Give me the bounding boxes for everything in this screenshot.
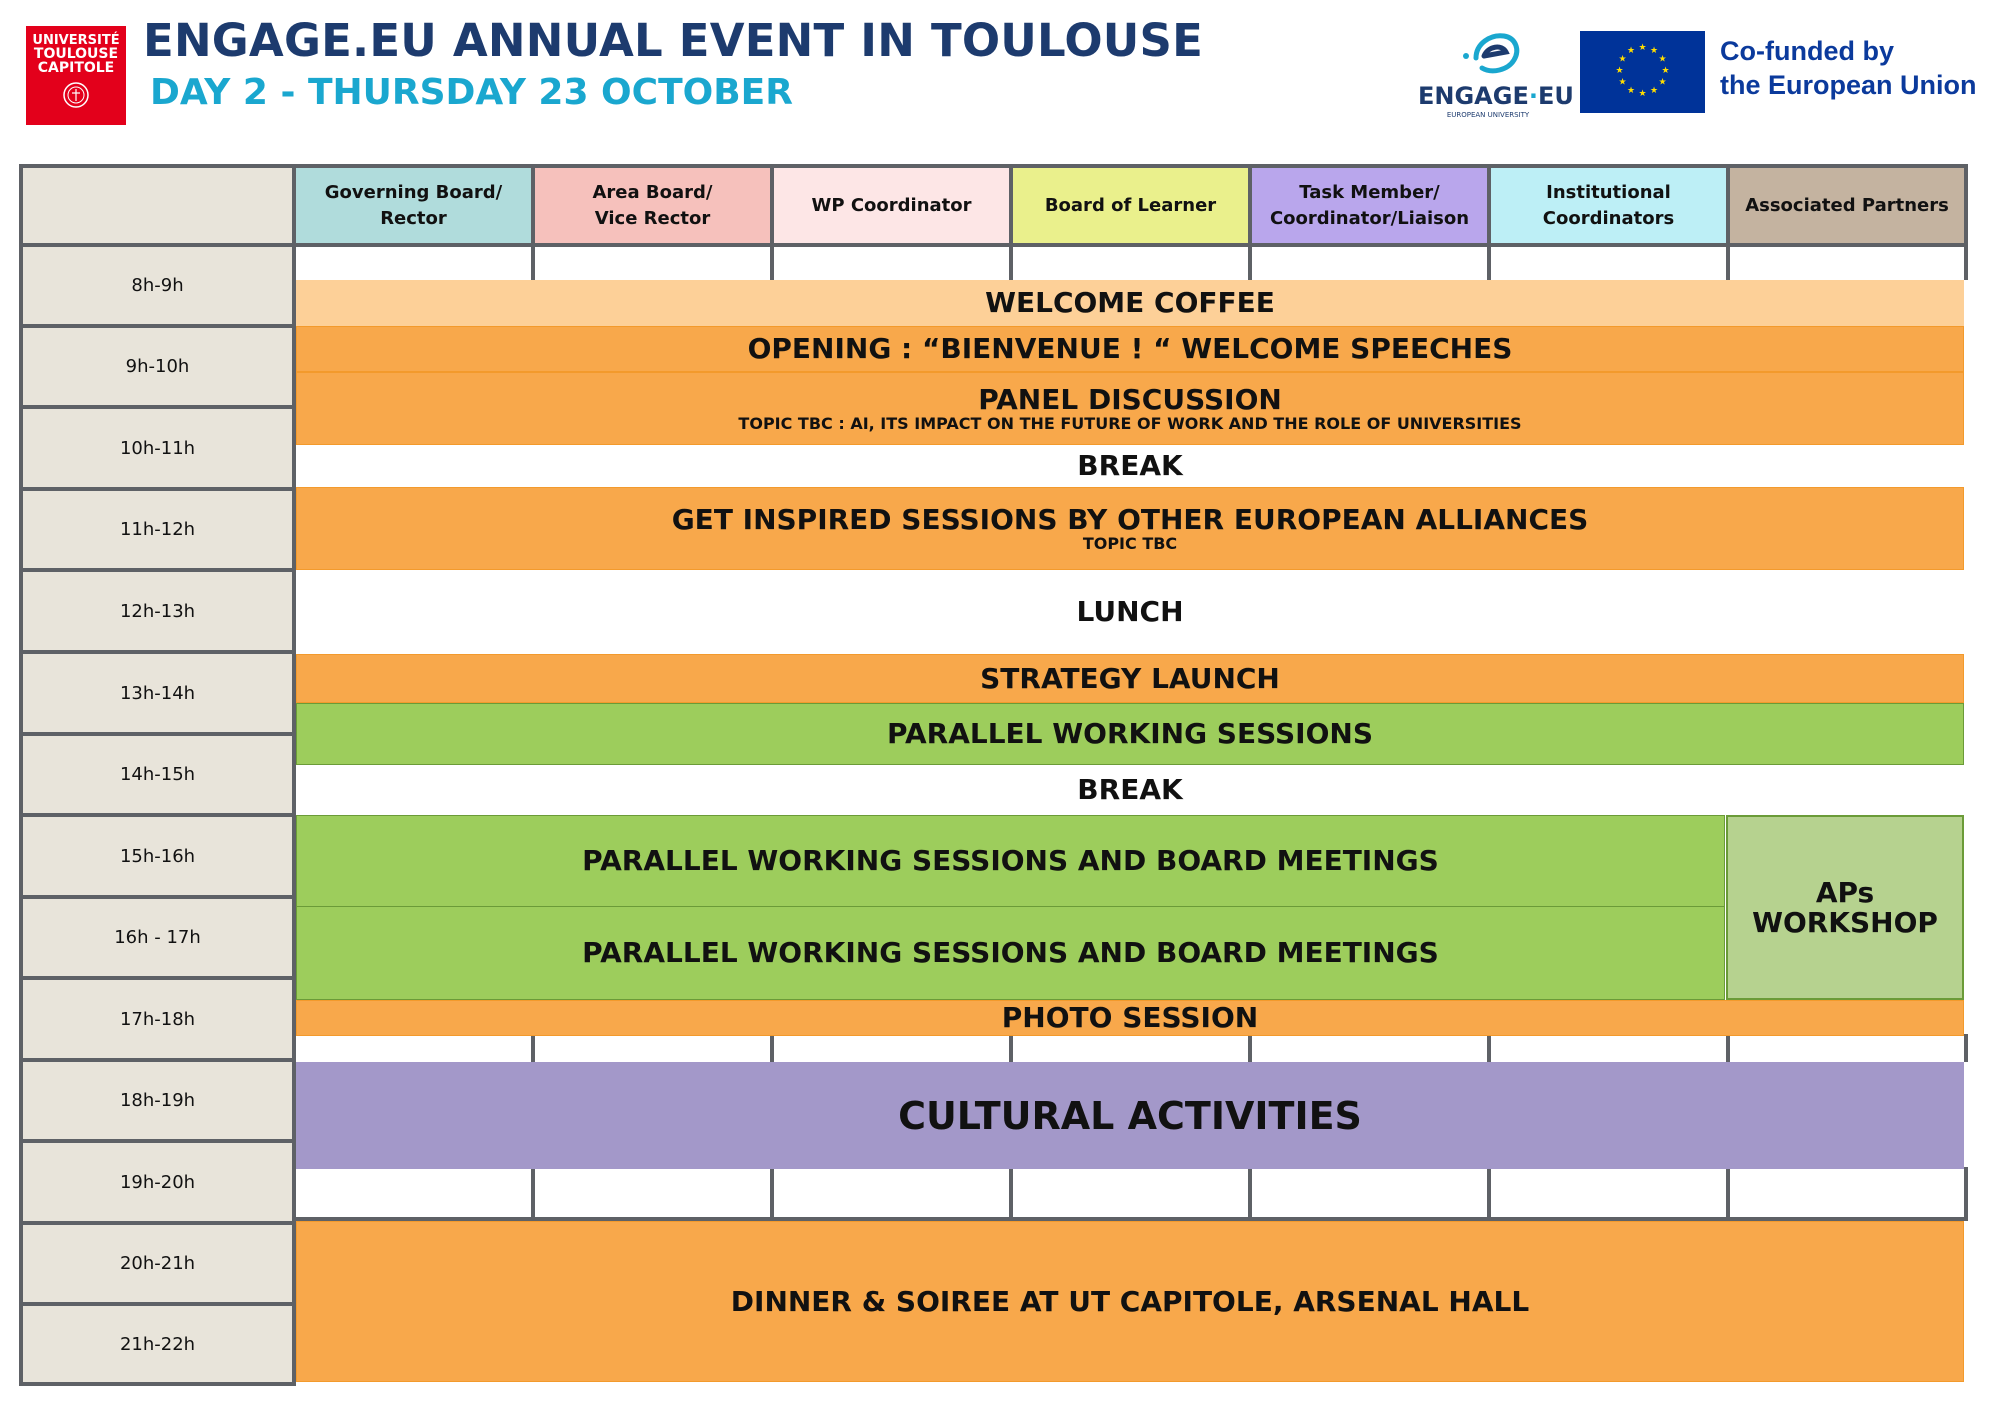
event-parallel-board-2: [296, 906, 1725, 1000]
grid-line: [19, 1302, 296, 1306]
grid-line: [19, 1382, 296, 1386]
grid-line: [1726, 1167, 1730, 1219]
event-parallel-board-1: [296, 815, 1725, 907]
event-title: PANEL DISCUSSION: [978, 382, 1282, 416]
time-slot: 14h-15h: [23, 736, 292, 813]
ut-logo-line3: CAPITOLE: [37, 60, 115, 76]
page-subtitle: DAY 2 - THURSDAY 23 OCTOBER: [150, 72, 793, 113]
corner-cell: [23, 168, 292, 243]
column-header-line: Institutional: [1546, 181, 1671, 203]
event-title: STRATEGY LAUNCH: [980, 661, 1280, 695]
grid-line: [19, 1221, 296, 1225]
event-parallel-sessions: [296, 703, 1964, 765]
time-slot: 9h-10h: [23, 328, 292, 405]
event-strategy-launch: [296, 654, 1964, 703]
time-slot: 17h-18h: [23, 980, 292, 1058]
grid-line: [531, 1034, 535, 1062]
column-board-of-learner: [1013, 168, 1248, 243]
engage-eu-wordmark: ENGAGE·EU: [1418, 82, 1574, 110]
column-governing-board: [296, 168, 531, 243]
grid-line: [19, 1058, 296, 1062]
grid-line: [19, 487, 296, 491]
time-slot: 20h-21h: [23, 1225, 292, 1302]
event-title: DINNER & SOIREE AT UT CAPITOLE, ARSENAL HALL: [730, 1284, 1530, 1318]
svg-text:★: ★: [1658, 54, 1667, 65]
event-title: WELCOME COFFEE: [985, 286, 1275, 319]
event-opening: [296, 326, 1964, 372]
eu-cofunded-line2: the European Union: [1720, 70, 1977, 100]
column-area-board: [535, 168, 770, 243]
event-dinner: [296, 1221, 1964, 1382]
event-title: APs: [1815, 875, 1875, 909]
time-slot: 16h - 17h: [23, 899, 292, 976]
grid-line: [1248, 1167, 1252, 1219]
svg-text:★: ★: [1638, 89, 1647, 99]
grid-line: [531, 164, 535, 280]
grid-line: [770, 1034, 774, 1062]
engage-eu-tagline: EUROPEAN UNIVERSITY: [1446, 111, 1530, 119]
time-slot: 8h-9h: [23, 247, 292, 324]
svg-text:★: ★: [1626, 86, 1636, 96]
svg-text:★: ★: [1658, 77, 1667, 88]
time-slot: 10h-11h: [23, 409, 292, 487]
column-header-line: Board of Learner: [1044, 194, 1217, 216]
grid-line: [1964, 1034, 1968, 1062]
grid-line: [1964, 1167, 1968, 1219]
svg-text:★: ★: [1618, 54, 1627, 65]
event-title: OPENING : “BIENVENUE ! “ WELCOME SPEECHES: [747, 332, 1513, 365]
column-header-line: Coordinators: [1542, 207, 1675, 229]
time-slot: 13h-14h: [23, 654, 292, 732]
event-title: WORKSHOP: [1752, 905, 1938, 939]
grid-line: [1726, 164, 1730, 280]
event-break-afternoon: [296, 765, 1964, 815]
event-cultural-activities: [296, 1062, 1964, 1169]
event-title: PHOTO SESSION: [1001, 1001, 1259, 1034]
event-title: PARALLEL WORKING SESSIONS AND BOARD MEETINGS: [582, 936, 1439, 969]
column-associated-partners: [1730, 168, 1964, 243]
grid-line: [19, 813, 296, 817]
svg-text:★: ★: [1661, 66, 1670, 76]
time-slot: 15h-16h: [23, 817, 292, 895]
grid-line: [1964, 164, 1968, 280]
event-welcome-coffee: [296, 280, 1964, 326]
svg-text:★: ★: [1626, 46, 1636, 56]
time-slot: 19h-20h: [23, 1143, 292, 1221]
eu-cofunded-line1: Co-funded by: [1720, 36, 1894, 66]
grid-line: [19, 324, 296, 328]
grid-line: [770, 1167, 774, 1219]
grid-line: [1726, 1034, 1730, 1062]
grid-line: [1248, 164, 1252, 280]
column-header-line: WP Coordinator: [811, 194, 972, 216]
grid-line: [19, 1139, 296, 1143]
svg-text:★: ★: [1649, 46, 1659, 56]
column-institutional-coordinators: [1491, 168, 1726, 243]
column-header-line: Associated Partners: [1745, 194, 1949, 216]
event-title: GET INSPIRED SESSIONS BY OTHER EUROPEAN ALLIANCES: [671, 502, 1589, 536]
event-panel-discussion: [296, 372, 1964, 445]
time-slot: 21h-22h: [23, 1306, 292, 1382]
event-title: PARALLEL WORKING SESSIONS AND BOARD MEETINGS: [582, 844, 1439, 877]
grid-line: [1009, 1034, 1013, 1062]
grid-line: [1487, 1167, 1491, 1219]
event-title: CULTURAL ACTIVITIES: [898, 1093, 1362, 1138]
column-header-line: Vice Rector: [594, 207, 711, 229]
ut-logo-line1: UNIVERSITÉ: [32, 33, 120, 48]
event-topic: TOPIC TBC : AI, ITS IMPACT ON THE FUTURE OF WORK AND THE ROLE OF UNIVERSITIES: [738, 413, 1522, 433]
event-title: BREAK: [1077, 773, 1183, 806]
grid-line: [19, 164, 1968, 168]
svg-text:★: ★: [1615, 66, 1624, 76]
event-photo-session: [296, 1000, 1964, 1036]
grid-line: [19, 732, 296, 736]
grid-line: [19, 976, 296, 980]
svg-text:★: ★: [1618, 77, 1627, 88]
event-title: PARALLEL WORKING SESSIONS: [887, 717, 1373, 750]
grid-line: [19, 405, 296, 409]
event-break-morning: [296, 445, 1964, 487]
grid-line: [1009, 1167, 1013, 1219]
event-aps-workshop: [1726, 815, 1964, 1000]
grid-line: [19, 164, 23, 1386]
grid-line: [19, 895, 296, 899]
event-lunch: [296, 570, 1964, 654]
grid-line: [19, 568, 296, 572]
grid-line: [531, 1167, 535, 1219]
column-header-line: Area Board/: [592, 181, 713, 203]
column-header-line: Coordinator/Liaison: [1269, 207, 1470, 229]
column-header-line: Task Member/: [1299, 181, 1440, 203]
grid-line: [1487, 1034, 1491, 1062]
grid-line: [19, 650, 296, 654]
column-task-member: [1252, 168, 1487, 243]
grid-line: [19, 243, 1968, 247]
event-title: LUNCH: [1076, 595, 1184, 628]
column-wp-coordinator: [774, 168, 1009, 243]
event-topic: TOPIC TBC: [1082, 533, 1178, 553]
event-get-inspired: [296, 487, 1964, 570]
time-slot: 18h-19h: [23, 1062, 292, 1139]
ut-logo-line2: TOULOUSE: [33, 46, 119, 62]
page-title: ENGAGE.EU ANNUAL EVENT IN TOULOUSE: [143, 14, 1204, 67]
column-header-line: Governing Board/: [324, 181, 503, 203]
grid-line: [1248, 1034, 1252, 1062]
grid-line: [770, 164, 774, 280]
column-header-line: Rector: [380, 207, 447, 229]
time-slot: 11h-12h: [23, 491, 292, 568]
svg-text:★: ★: [1649, 86, 1659, 96]
svg-text:★: ★: [1638, 43, 1647, 53]
grid-line: [1487, 164, 1491, 280]
event-title: BREAK: [1077, 449, 1183, 482]
grid-line: [1009, 164, 1013, 280]
time-slot: 12h-13h: [23, 572, 292, 650]
